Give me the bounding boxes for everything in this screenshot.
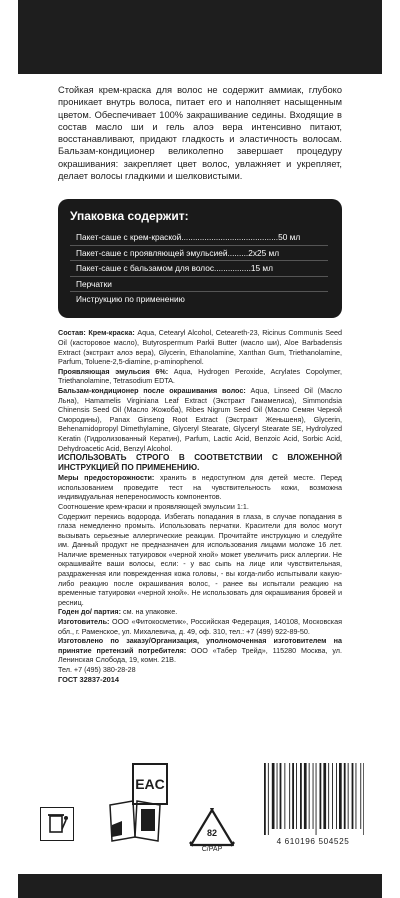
package-item: Инструкцию по применению [76, 294, 185, 304]
package-contents-box [58, 199, 342, 318]
recycle-code: C/PAP [201, 846, 223, 851]
barcode-number: 4 610196 504525 [276, 837, 350, 846]
ratio: Соотношение крем-краски и проявляющей эмульсии 1:1. [58, 501, 249, 511]
package-item: Пакет-саше с бальзамом для волос................15 мл [70, 261, 328, 276]
composition-emulsion: Проявляющая эмульсия 6%: Aqua, Hydrogen Peroxide, Acrylates Copolymer, Triethanolamine, Tetrasodium EDTA. [58, 366, 343, 386]
manufacturer: Изготовитель: ООО «Фитокосметик», Российская Федерация, 140108, Московская обл., г. Раменское, ул. Михалевича, д. 49, оф. 310, тел.: +7 (499) 922-89-50. [58, 617, 343, 636]
bottom-dark-band [18, 874, 382, 898]
recycle-number: 82 [206, 828, 218, 838]
package-item: Перчатки [70, 277, 328, 292]
order-phone: Тел. +7 (495) 380-28-28 [58, 665, 136, 674]
fine-print [58, 328, 342, 684]
package-item: Пакет-саше с проявляющей эмульсией.........2х25 мл [70, 246, 328, 261]
eac-mark: EAC [132, 763, 168, 805]
batch: Годен до/ партия: см. на упаковке. [58, 607, 178, 617]
usage-warning: ИСПОЛЬЗОВАТЬ СТРОГО В СООТВЕТСТВИИ С ВЛОЖЕННОЙ ИНСТРУКЦИЕЙ ПО ПРИМЕНЕНИЮ. [58, 453, 342, 473]
gost: ГОСТ 32837-2014 [58, 674, 120, 684]
precautions-body: Содержит перекись водорода. Избегать попадания в глаза, в случае попадания в глаза немедленно промыть. Использовать перчатки. Красители для волос могут вызывать серьезные аллергические реакции. Прочитайте инструкцию и следуйте им. Данный продукт не предназначен для использования лицами моложе 16 лет. Наличие временных татуировок «черной хной» может увеличить риск аллергии. Не окрашивайте ваши волосы, если: - у вас сыпь на лице или чувствительная, раздраженная или поврежденная кожа головы, - вы когда-либо испытывали какую-либо реакцию после окрашивания волос, - ранее вы испытали реакцию на временные татуировки «черной хной». Не использовать для окрашивания бровей и ресниц. [58, 511, 342, 607]
trash-bin-icon [40, 807, 74, 841]
recycle-icon [187, 807, 237, 851]
label-content [58, 84, 342, 684]
product-description: Стойкая крем-краска для волос не содержит аммиак, глубоко проникает внутрь волоса, питает его и наполняет насыщенным цветом. Обеспечивает 100% закрашивание седины. Входящие в состав масло ши и гель алоэ вера интенсивно питают, восстанавливают, придают гладкость и эластичность волосам. Бальзам-кондиционер великолепно завершает процедуру окрашивания: закрепляет цвет волос, увлажняет и укрепляет, делает волосы гладкими и шелковистыми. [58, 85, 342, 182]
barcode [262, 763, 364, 835]
precautions: Меры предосторожности: хранить в недоступном для детей месте. Перед использованием проведите тест на чувствительность кожи, возможна индивидуальная непереносимость компонентов. [58, 473, 343, 502]
composition-cream: Состав: Крем-краска: Aqua, Cetearyl Alcohol, Ceteareth-23, Ricinus Communis Seed Oil (касторовое масло), Butyrospermum Parkii Butter (масло ши), Aloe Barbadensis Extract (экстракт алоэ вера), Glycerin, Ethanolamine, Xanthan Gum, Triethanolamine, Parfum, Toluene-2,5-diamine, p-aminophenol. [58, 328, 343, 367]
package-title: Упаковка содержит: [70, 209, 189, 224]
order-info: Изготовлено по заказу/Организация, уполномоченная изготовителем на принятие претензий потребителя: ООО «Табер Трейд», 115280 Москва, ул. Ленинская Слобода, 19, комн. 21В. [58, 636, 343, 665]
read-instructions-icon [106, 797, 164, 845]
icons-row [34, 763, 364, 851]
top-dark-band [18, 0, 382, 74]
composition-balm: Бальзам-кондиционер после окрашивания волос: Aqua, Linseed Oil (Масло Льна), Hamamelis Virginiana Leaf Extract (Экстракт Гамамелиса), Simmondsia Chinensis Seed Oil (Масло Жожоба), Ribes Nigrum Seed Oil (Масло Семян Черной Смородины), Panax Ginseng Root Extract (Экстракт Женьшеня), Glycerin, Behenamidopropyl Dimethylamine, Glyceryl Stearate, Glyceryl Stearate SE, Hydrolyzed Keratin (Гидролизованный Кератин), Parfum, Lactic Acid, Benzoic Acid, Sorbic Acid, Dehydroacetic Acid, Benzyl Alcohol. [58, 385, 342, 453]
package-item: Пакет-саше с крем-краской..........................................50 мл [70, 230, 328, 245]
